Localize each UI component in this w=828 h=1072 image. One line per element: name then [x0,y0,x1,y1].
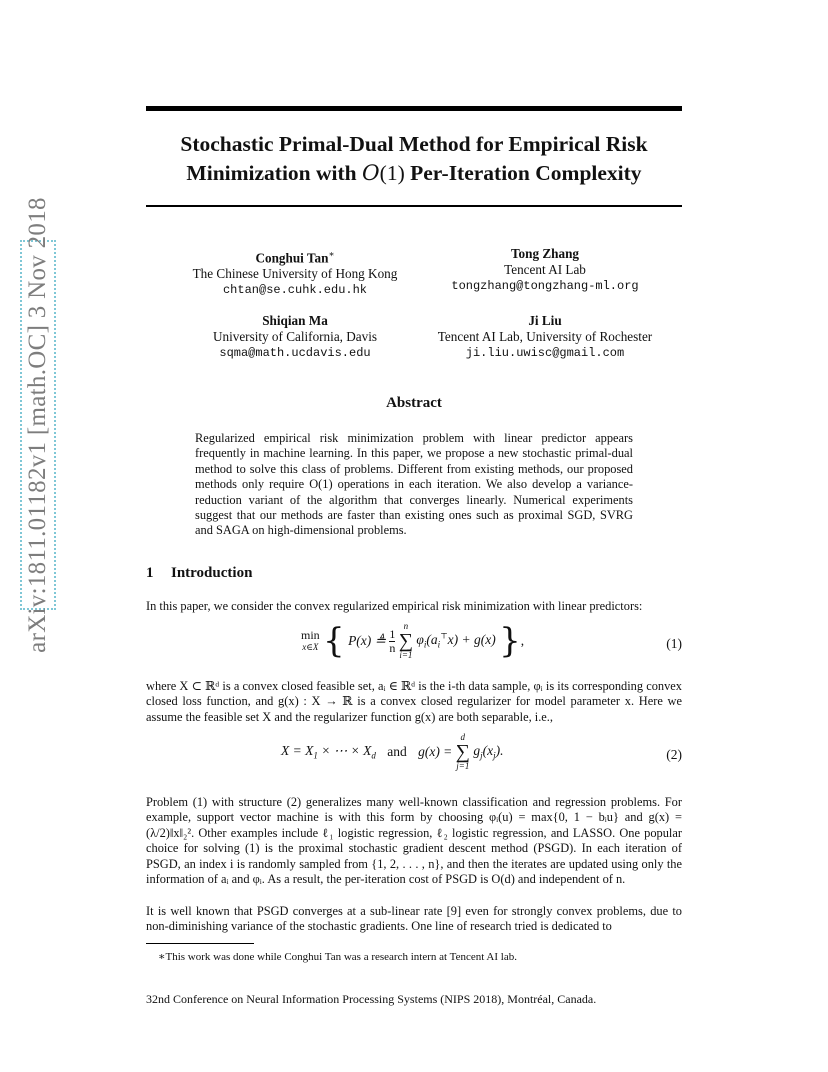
author-affiliation: The Chinese University of Hong Kong [192,266,398,282]
equation-1 [146,622,682,662]
title-bottom-rule [146,205,682,207]
arxiv-stamp [20,197,56,653]
author-email[interactable]: chtan@se.cuhk.edu.hk [222,283,368,298]
intro-paragraph-1: In this paper, we consider the convex regularized empirical risk minimization with linear predictors: [146,599,643,613]
author-block-2 [430,246,660,294]
equation-1-body: min x∈X { P(x) ≜ $\frac{1}{n}$ n ∑ i=1 $\varphi_i(a_i^⊤x) + g(x)$ }, [301,621,525,661]
abstract-text: Regularized empirical risk minimization problem with linear predictor appears frequently in machine learning. In this paper, we propose a new stochastic primal-dual method to solve this class of problems. Different from existing methods, our proposed methods only require O(1) operations in each iteration. We also develop a variance-reduction variant of the algorithm that converges linearly. Numerical experiments suggest that our methods are faster than existing ones such as proximal SGD, SVRG and SAGA on high-dimensional problems. [195,431,633,538]
title-top-rule [146,106,682,111]
author-name: Conghui Tan∗ [255,249,335,266]
intro-paragraph-4: It is well known that PSGD converges at a sub-linear rate [9] even for strongly convex problems, due to non-diminishing variance of the stochastic gradients. One line of research tried is dedicated to [146,904,682,934]
arxiv-identifier: arXiv:1811.01182v1 [math.OC] 3 Nov 2018 [24,197,51,653]
author-email[interactable]: ji.liu.uwisc@gmail.com [465,346,625,360]
author-affiliation: University of California, Davis [212,329,378,344]
title-line-1: Stochastic Primal-Dual Method for Empirical Risk [180,132,648,156]
footnote-rule [146,943,254,944]
equation-2 [146,733,682,773]
author-name: Ji Liu [528,313,562,328]
footnote: ∗This work was done while Conghui Tan was a research intern at Tencent AI lab. [158,951,517,963]
section-number: 1 [146,565,154,581]
conference-notice: 32nd Conference on Neural Information Processing Systems (NIPS 2018), Montréal, Canada. [146,992,597,1006]
author-email[interactable]: sqma@math.ucdavis.edu [219,346,371,360]
author-block-1 [170,246,420,298]
equation-2-number: (2) [666,747,682,762]
section-title: Introduction [171,565,253,581]
author-name: Tong Zhang [510,246,580,261]
author-affiliation: Tencent AI Lab [504,262,586,277]
equation-2-body: $X = X_1$ × ⋯ × $X_d$ and g(x) = d ∑ j=1 $g_j(x_j)$. [281,732,504,771]
paper-title [146,130,682,188]
equation-1-number: (1) [666,636,682,651]
author-block-3 [170,313,420,361]
section-heading [146,565,252,582]
intro-paragraph-2: where X ⊂ ℝᵈ is a convex closed feasible set, aᵢ ∈ ℝᵈ is the i-th data sample, φᵢ is its corresponding convex closed loss function, and g(x) : X → ℝ is a convex closed regularizer for model parameter x. Here we assume the feasible set X and the regularizer function g(x) are both separable, i.e., [146,679,682,724]
author-name: Shiqian Ma [262,313,328,328]
intro-paragraph-3: Problem (1) with structure (2) generalizes many well-known classification and regression problems. For example, support vector machine is with this form by choosing φᵢ(u) = max{0, 1 − bᵢu} and g(x) = (λ/2)‖x‖₂². Other examples include ℓ₁ logistic regression, ℓ₂ logistic regression, and LASSO. One popular choice for solving (1) is the proximal stochastic gradient descent method (PSGD). In each iteration of PSGD, an index i is randomly sampled from {1, 2, . . . , n}, and then the iterates are updated using only the information of aᵢ and φᵢ. As a result, the per-iteration cost of PSGD is O(d) and independent of n. [146,795,682,887]
author-affiliation: Tencent AI Lab, University of Rochester [437,329,653,344]
title-line-2: Minimization with O(1) Per-Iteration Complexity [186,161,642,186]
author-email[interactable]: tongzhang@tongzhang-ml.org [451,279,639,293]
abstract-heading: Abstract [386,395,442,411]
author-block-4 [405,313,685,361]
